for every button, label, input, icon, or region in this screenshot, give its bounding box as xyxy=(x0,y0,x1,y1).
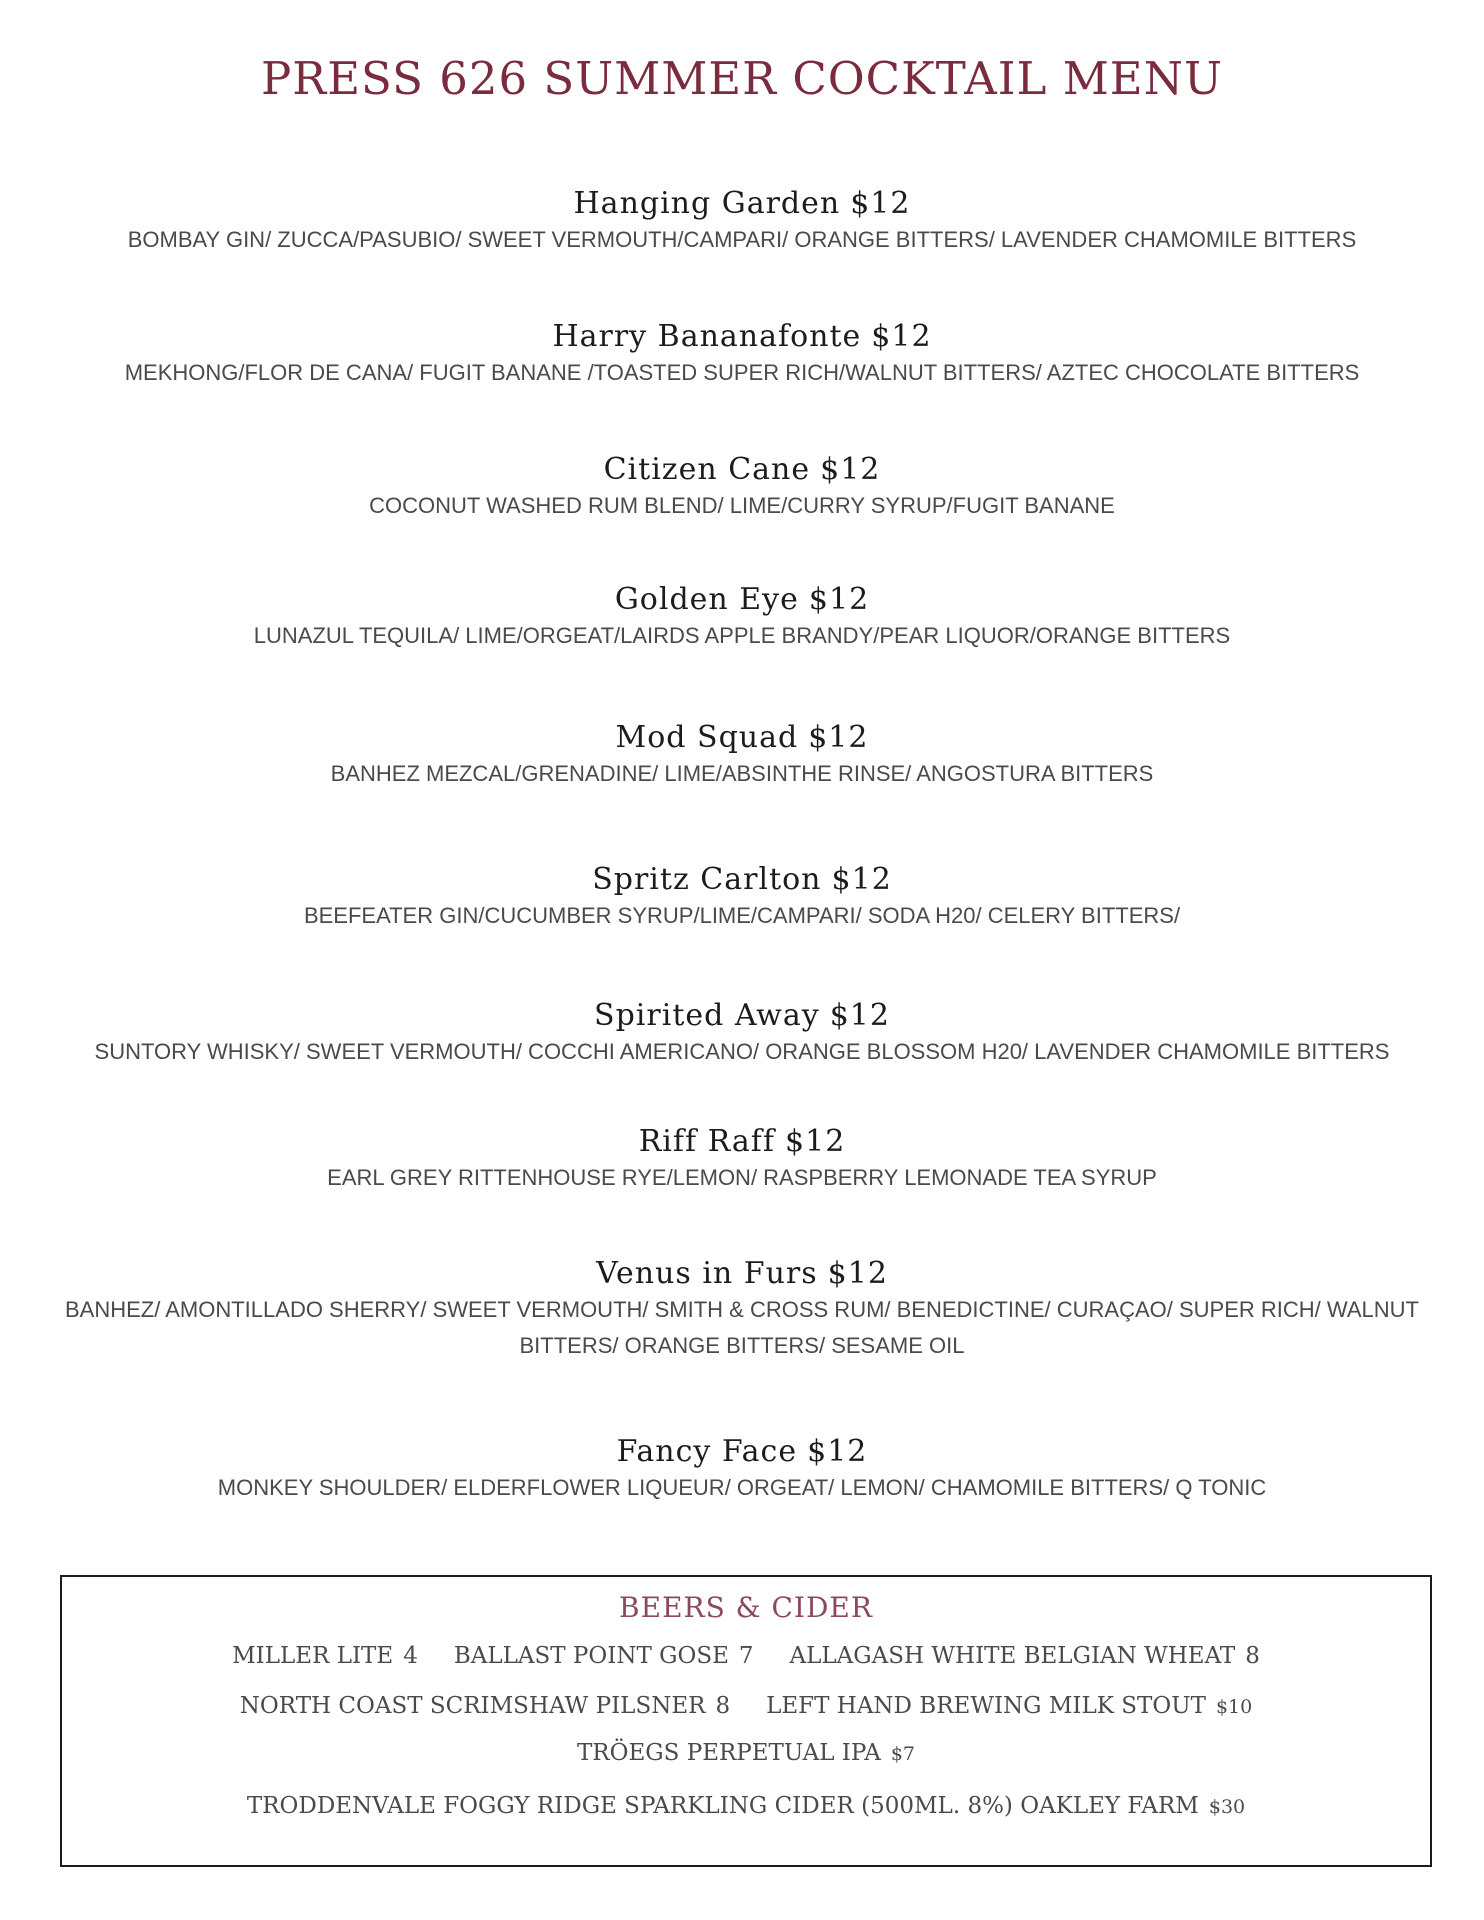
cocktail-item xyxy=(0,1434,1484,1506)
cocktail-price: $12 xyxy=(807,1434,868,1469)
cocktail-heading xyxy=(0,1256,1484,1292)
cocktail-ingredients: SUNTORY WHISKY/ SWEET VERMOUTH/ COCCHI AMERICANO/ ORANGE BLOSSOM H20/ LAVENDER CHAMOMILE BITTERS xyxy=(94,1039,1390,1064)
cocktail-name: Mod Squad xyxy=(615,720,799,755)
beer-item xyxy=(577,1740,915,1766)
beer-price: $10 xyxy=(1215,1696,1253,1718)
cocktail-ingredients: MONKEY SHOULDER/ ELDERFLOWER LIQUEUR/ ORGEAT/ LEMON/ CHAMOMILE BITTERS/ Q TONIC xyxy=(217,1475,1267,1500)
cocktail-ingredients: LUNAZUL TEQUILA/ LIME/ORGEAT/LAIRDS APPLE BRANDY/PEAR LIQUOR/ORANGE BITTERS xyxy=(253,623,1231,648)
cocktail-heading xyxy=(0,1434,1484,1470)
cocktail-heading xyxy=(0,452,1484,488)
cocktail-name: Hanging Garden xyxy=(573,186,841,221)
beer-price: 8 xyxy=(1245,1643,1260,1669)
cocktail-ingredients: BOMBAY GIN/ ZUCCA/PASUBIO/ SWEET VERMOUTH/CAMPARI/ ORANGE BITTERS/ LAVENDER CHAMOMILE BITTERS xyxy=(127,227,1357,252)
beer-price: $30 xyxy=(1208,1796,1246,1818)
beer-name: ALLAGASH WHITE BELGIAN WHEAT xyxy=(789,1643,1236,1669)
beer-row-4 xyxy=(62,1793,1430,1819)
beer-price: $7 xyxy=(890,1743,916,1765)
cocktail-ingredients: MEKHONG/FLOR DE CANA/ FUGIT BANANE /TOASTED SUPER RICH/WALNUT BITTERS/ AZTEC CHOCOLATE BITTERS xyxy=(124,360,1360,385)
cocktail-price: $12 xyxy=(820,452,881,487)
cocktail-price: $12 xyxy=(785,1124,846,1159)
cocktail-item xyxy=(0,452,1484,524)
cocktail-ingredients: BEEFEATER GIN/CUCUMBER SYRUP/LIME/CAMPARI/ SODA H20/ CELERY BITTERS/ xyxy=(303,903,1181,928)
beer-item xyxy=(232,1643,418,1669)
beer-item xyxy=(766,1693,1252,1719)
beer-item xyxy=(240,1693,730,1719)
cocktail-name: Citizen Cane xyxy=(603,452,811,487)
cocktail-name: Fancy Face xyxy=(616,1434,798,1469)
cocktail-name: Riff Raff xyxy=(638,1124,776,1159)
cocktail-heading xyxy=(0,319,1484,355)
beers-cider-box xyxy=(60,1575,1432,1867)
cocktail-name: Harry Bananafonte xyxy=(552,319,862,354)
beer-name: LEFT HAND BREWING MILK STOUT xyxy=(766,1693,1206,1719)
beer-price: 7 xyxy=(738,1643,754,1669)
cocktail-name: Spritz Carlton xyxy=(592,862,822,897)
cocktail-price: $12 xyxy=(827,1256,888,1291)
cocktail-heading xyxy=(0,186,1484,222)
cocktail-name: Golden Eye xyxy=(614,582,799,617)
beer-name: MILLER LITE xyxy=(232,1643,394,1669)
beer-price: 4 xyxy=(403,1643,418,1669)
cocktail-item xyxy=(0,582,1484,654)
cocktail-price: $12 xyxy=(871,319,932,354)
beer-row-1 xyxy=(62,1643,1430,1669)
cocktail-ingredients: EARL GREY RITTENHOUSE RYE/LEMON/ RASPBERRY LEMONADE TEA SYRUP xyxy=(327,1165,1157,1190)
cocktail-item xyxy=(0,1256,1484,1364)
cocktail-item xyxy=(0,998,1484,1070)
beer-name: TRÖEGS PERPETUAL IPA xyxy=(576,1740,881,1766)
menu-title: PRESS 626 SUMMER COCKTAIL MENU xyxy=(261,52,1223,105)
cocktail-item xyxy=(0,1124,1484,1196)
cocktail-item xyxy=(0,319,1484,391)
cocktail-price: $12 xyxy=(808,582,870,617)
cocktail-name: Spirited Away xyxy=(594,998,820,1033)
cocktail-heading xyxy=(0,998,1484,1034)
cocktail-heading xyxy=(0,720,1484,756)
beer-item xyxy=(454,1643,754,1669)
beer-item xyxy=(247,1793,1245,1819)
beer-name: TRODDENVALE FOGGY RIDGE SPARKLING CIDER (500ML. 8%) OAKLEY FARM xyxy=(246,1793,1199,1819)
cocktail-item xyxy=(0,862,1484,934)
cocktail-heading xyxy=(0,582,1484,618)
cocktail-name: Venus in Furs xyxy=(596,1256,818,1291)
cocktail-heading xyxy=(0,862,1484,898)
cocktail-item xyxy=(0,186,1484,258)
beer-name: NORTH COAST SCRIMSHAW PILSNER xyxy=(239,1693,706,1719)
cocktail-ingredients: BANHEZ/ AMONTILLADO SHERRY/ SWEET VERMOUTH/ SMITH & CROSS RUM/ BENEDICTINE/ CURAÇAO/ SUPER RICH/ WALNUT BITTERS/ ORANGE BITTERS/ SESAME OIL xyxy=(65,1297,1419,1358)
beer-row-3 xyxy=(62,1740,1430,1766)
beer-item xyxy=(790,1643,1260,1669)
cocktail-price: $12 xyxy=(831,862,892,897)
cocktail-ingredients: BANHEZ MEZCAL/GRENADINE/ LIME/ABSINTHE RINSE/ ANGOSTURA BITTERS xyxy=(330,761,1154,786)
beer-row-2 xyxy=(62,1693,1430,1719)
cocktail-price: $12 xyxy=(829,998,890,1033)
cocktail-ingredients: COCONUT WASHED RUM BLEND/ LIME/CURRY SYRUP/FUGIT BANANE xyxy=(369,493,1115,518)
cocktail-item xyxy=(0,720,1484,792)
cocktail-heading xyxy=(0,1124,1484,1160)
beer-name: BALLAST POINT GOSE xyxy=(453,1643,729,1669)
cocktail-price: $12 xyxy=(808,720,869,755)
beer-price: 8 xyxy=(715,1693,731,1719)
beers-cider-title: BEERS & CIDER xyxy=(619,1591,873,1624)
cocktail-price: $12 xyxy=(850,186,911,221)
